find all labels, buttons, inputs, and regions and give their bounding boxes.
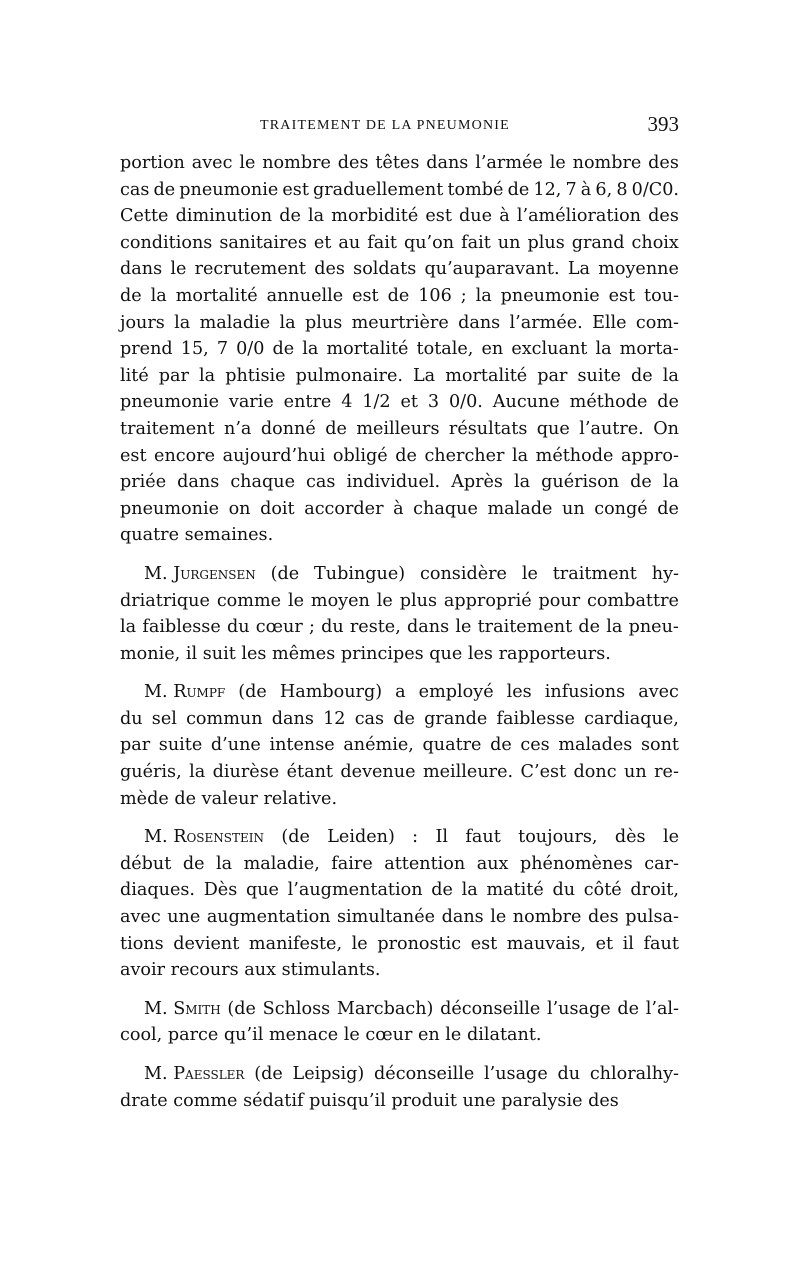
text-line: jours la maladie la plus meurtrière dans l’armée. Elle com-	[120, 312, 679, 333]
text-line: lité par la phtisie pulmonaire. La mortalité par suite de la	[120, 365, 679, 386]
paragraph	[120, 996, 679, 1049]
text-line: du sel commun dans 12 cas de grande faiblesse cardiaque,	[120, 708, 679, 729]
page-number: 393	[647, 112, 679, 136]
text-line: drate comme sédatif puisqu’il produit une paralysie des	[120, 1090, 619, 1111]
text-line: Cette diminution de la morbidité est due à l’amélioration des	[120, 206, 679, 227]
text-line: de la mortalité annuelle est de 106 ; la pneumonie est tou-	[120, 285, 679, 306]
text-line: début de la maladie, faire attention aux phénomènes car-	[120, 853, 679, 874]
text-line: portion avec le nombre des têtes dans l’armée le nombre des	[120, 153, 679, 173]
text-line: conditions sanitaires et au fait qu’on fait un plus grand choix	[120, 232, 679, 253]
paragraph	[120, 561, 679, 667]
text-line: est encore aujourd’hui obligé de chercher la méthode appro-	[120, 445, 679, 466]
text-line: par suite d’une intense anémie, quatre de ces malades sont	[120, 735, 679, 756]
speaker-name: M. Paessler	[144, 1064, 245, 1084]
text-line: quatre semaines.	[120, 525, 274, 546]
text-line: dans le recrutement des soldats qu’auparavant. La moyenne	[120, 259, 679, 280]
text-line: diaques. Dès que l’augmentation de la matité du côté droit,	[120, 880, 679, 901]
running-title: TRAITEMENT DE LA PNEUMONIE	[260, 118, 510, 133]
text-line: traitement n’a donné de meilleurs résultats que l’autre. On	[120, 418, 679, 439]
text-line: M. Rumpf (de Hambourg) a employé les infusions avec	[120, 679, 679, 706]
text-line: guéris, la diurèse étant devenue meilleure. C’est donc un re-	[120, 762, 679, 783]
text-line: driatrique comme le moyen le plus approprié pour combattre	[120, 590, 679, 611]
text-line: pneumonie on doit accorder à chaque malade un congé de	[120, 498, 679, 519]
text-line: M. Rosenstein (de Leiden) : Il faut toujours, dès le	[120, 824, 679, 851]
text-line: cas de pneumonie est graduellement tombé de 12, 7 à 6, 8 0/C0.	[120, 179, 679, 200]
paragraph	[120, 824, 679, 984]
body-text	[120, 150, 679, 1114]
page-header	[120, 112, 679, 142]
text-line: M. Jurgensen (de Tubingue) considère le traitment hy-	[120, 561, 679, 588]
paragraph	[120, 150, 679, 549]
text-line: monie, il suit les mêmes principes que les rapporteurs.	[120, 643, 611, 664]
speaker-name: M. Jurgensen	[144, 563, 256, 584]
speaker-name: M. Rosenstein	[144, 827, 264, 848]
text-line: priée dans chaque cas individuel. Après la guérison de la	[120, 472, 679, 493]
text-line: cool, parce qu’il menace le cœur en le dilatant.	[120, 1025, 542, 1046]
text-line: mède de valeur relative.	[120, 788, 338, 809]
paragraph	[120, 679, 679, 812]
text-line: tions devient manifeste, le pronostic est mauvais, et il faut	[120, 933, 679, 954]
text-line: M. Smith (de Schloss Marcbach) déconseille l’usage de l’al-	[120, 996, 679, 1023]
speaker-name: M. Rumpf	[144, 682, 226, 703]
text-line: avoir recours aux stimulants.	[120, 960, 381, 981]
speaker-name: M. Smith	[144, 998, 221, 1019]
text-line: prend 15, 7 0/0 de la mortalité totale, en excluant la morta-	[120, 339, 679, 360]
text-line: pneumonie varie entre 4 1/2 et 3 0/0. Aucune méthode de	[120, 392, 679, 413]
paragraph	[120, 1061, 679, 1114]
text-line: M. Paessler (de Leipsig) déconseille l’usage du chloralhy-	[120, 1061, 679, 1088]
text-line: avec une augmentation simultanée dans le nombre des pulsa-	[120, 907, 679, 928]
text-line: la faiblesse du cœur ; du reste, dans le traitement de la pneu-	[120, 617, 679, 638]
